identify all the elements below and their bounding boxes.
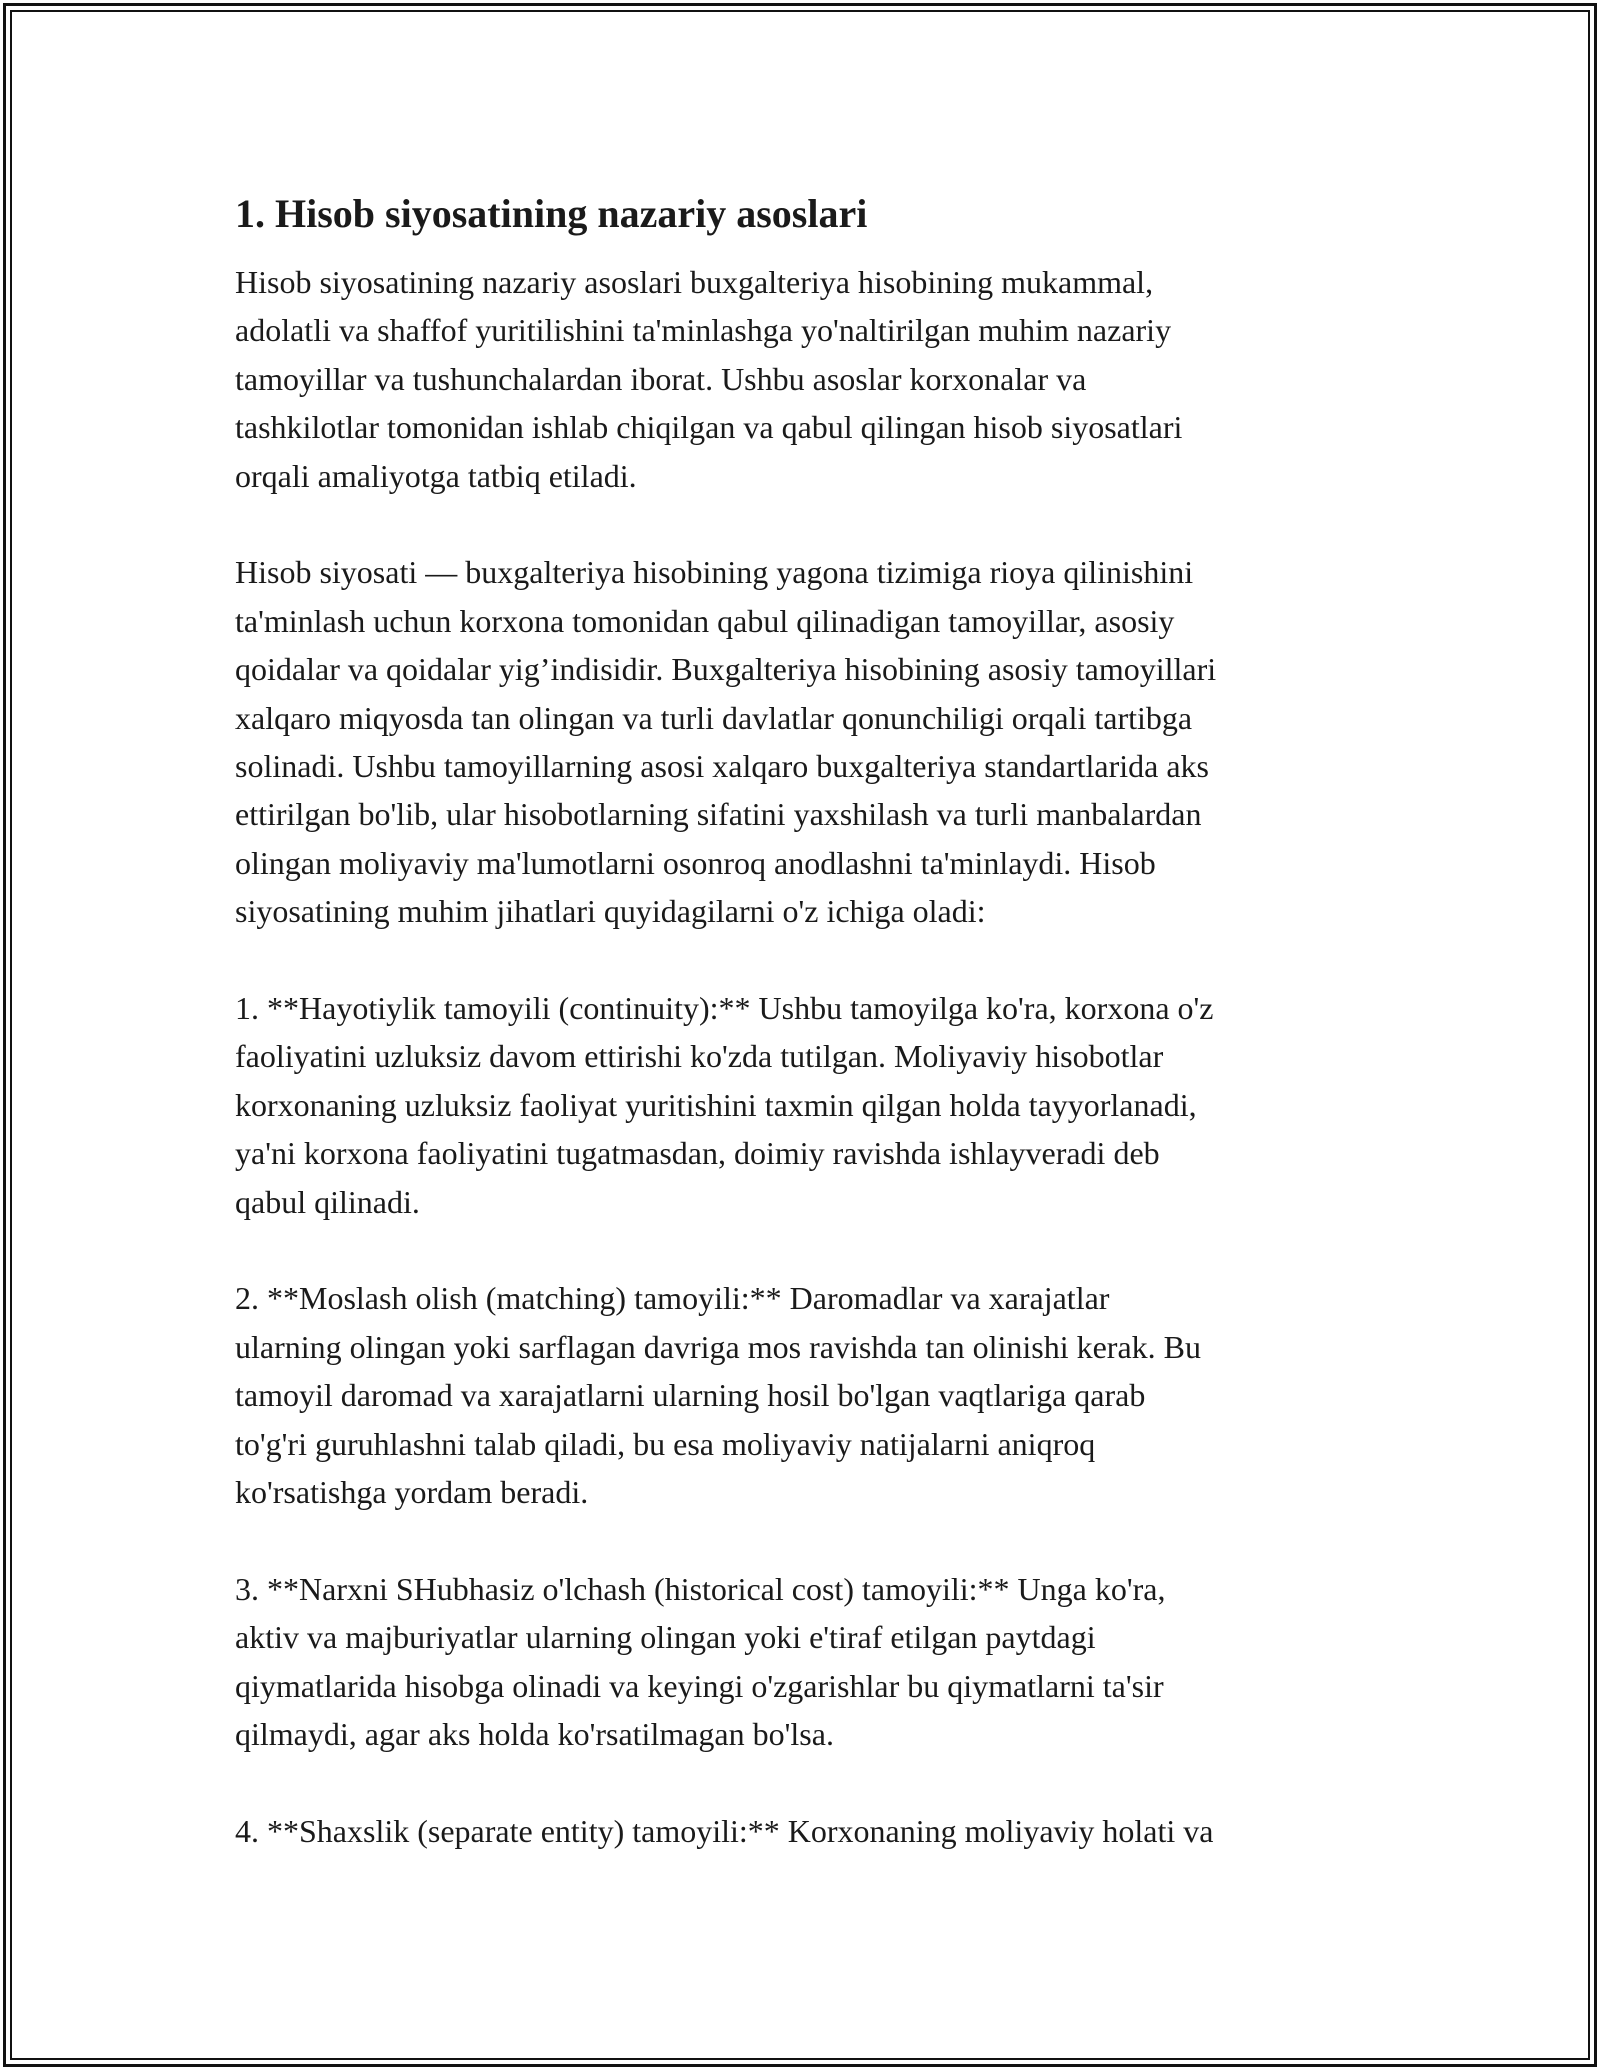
list-item-continuity — [235, 984, 1375, 1226]
text-line: ettirilgan bo'lib, ular hisobotlarning sifatini yaxshilash va turli manbalardan — [235, 796, 1202, 833]
text-line: ta'minlash uchun korxona tomonidan qabul qilinadigan tamoyillar, asosiy — [235, 602, 1175, 639]
text-line: qilmaydi, agar aks holda ko'rsatilmagan bo'lsa. — [235, 1716, 834, 1753]
list-item-separate-entity — [235, 1807, 1375, 1855]
text-line: qabul qilinadi. — [235, 1183, 420, 1220]
paragraph-intro — [235, 258, 1375, 500]
list-item-historical-cost — [235, 1565, 1375, 1759]
text-line: ya'ni korxona faoliyatini tugatmasdan, doimiy ravishda ishlayveradi deb — [235, 1135, 1160, 1172]
text-line: Hisob siyosatining nazariy asoslari buxgalteriya hisobining mukammal, — [235, 264, 1154, 300]
text-line: to'g'ri guruhlashni talab qiladi, bu esa moliyaviy natijalarni aniqroq — [235, 1425, 1096, 1462]
text-line: ko'rsatishga yordam beradi. — [235, 1474, 589, 1511]
section-heading: 1. Hisob siyosatining nazariy asoslari — [235, 191, 868, 236]
text-line: ularning olingan yoki sarflagan davriga mos ravishda tan olinishi kerak. Bu — [235, 1328, 1201, 1365]
text-line: 3. **Narxni SHubhasiz o'lchash (historical cost) tamoyili:** Unga ko'ra, — [235, 1570, 1166, 1607]
text-line: olingan moliyaviy ma'lumotlarni osonroq anodlashni ta'minlaydi. Hisob — [235, 844, 1156, 881]
text-line: 1. **Hayotiylik tamoyili (continuity):** Ushbu tamoyilga ko'ra, korxona o'z — [235, 990, 1214, 1027]
text-line: 2. **Moslash olish (matching) tamoyili:** Daromadlar va xarajatlar — [235, 1280, 1110, 1317]
text-line: Hisob siyosati — buxgalteriya hisobining yagona tizimiga rioya qilinishini — [235, 554, 1194, 591]
text-line: aktiv va majburiyatlar ularning olingan yoki e'tiraf etilgan paytdagi — [235, 1619, 1096, 1656]
list-item-matching — [235, 1274, 1375, 1516]
paragraph-definition — [235, 548, 1375, 935]
text-line: solinadi. Ushbu tamoyillarning asosi xalqaro buxgalteriya standartlarida aks — [235, 748, 1209, 785]
text-line: adolatli va shaffof yuritilishini ta'minlashga yo'naltirilgan muhim nazariy — [235, 312, 1172, 349]
text-line: faoliyatini uzluksiz davom ettirishi ko'zda tutilgan. Moliyaviy hisobotlar — [235, 1038, 1164, 1075]
text-line: 4. **Shaxslik (separate entity) tamoyili:** Korxonaning moliyaviy holati va — [235, 1812, 1214, 1849]
text-line: tashkilotlar tomonidan ishlab chiqilgan va qabul qilingan hisob siyosatlari — [235, 409, 1183, 446]
text-line: korxonaning uzluksiz faoliyat yuritishini taxmin qilgan holda tayyorlanadi, — [235, 1086, 1197, 1123]
text-line: qiymatlarida hisobga olinadi va keyingi o'zgarishlar bu qiymatlarni ta'sir — [235, 1667, 1164, 1704]
text-line: orqali amaliyotga tatbiq etiladi. — [235, 457, 637, 494]
text-line: tamoyil daromad va xarajatlarni ularning hosil bo'lgan vaqtlariga qarab — [235, 1377, 1146, 1414]
text-line: siyosatining muhim jihatlari quyidagilarni o'z ichiga oladi: — [235, 893, 986, 930]
text-line: qoidalar va qoidalar yig’indisidir. Buxgalteriya hisobining asosiy tamoyillari — [235, 651, 1217, 688]
text-line: xalqaro miqyosda tan olingan va turli davlatlar qonunchiligi orqali tartibga — [235, 699, 1193, 736]
text-line: tamoyillar va tushunchalardan iborat. Ushbu asoslar korxonalar va — [235, 360, 1087, 397]
document-body — [235, 184, 1375, 1904]
